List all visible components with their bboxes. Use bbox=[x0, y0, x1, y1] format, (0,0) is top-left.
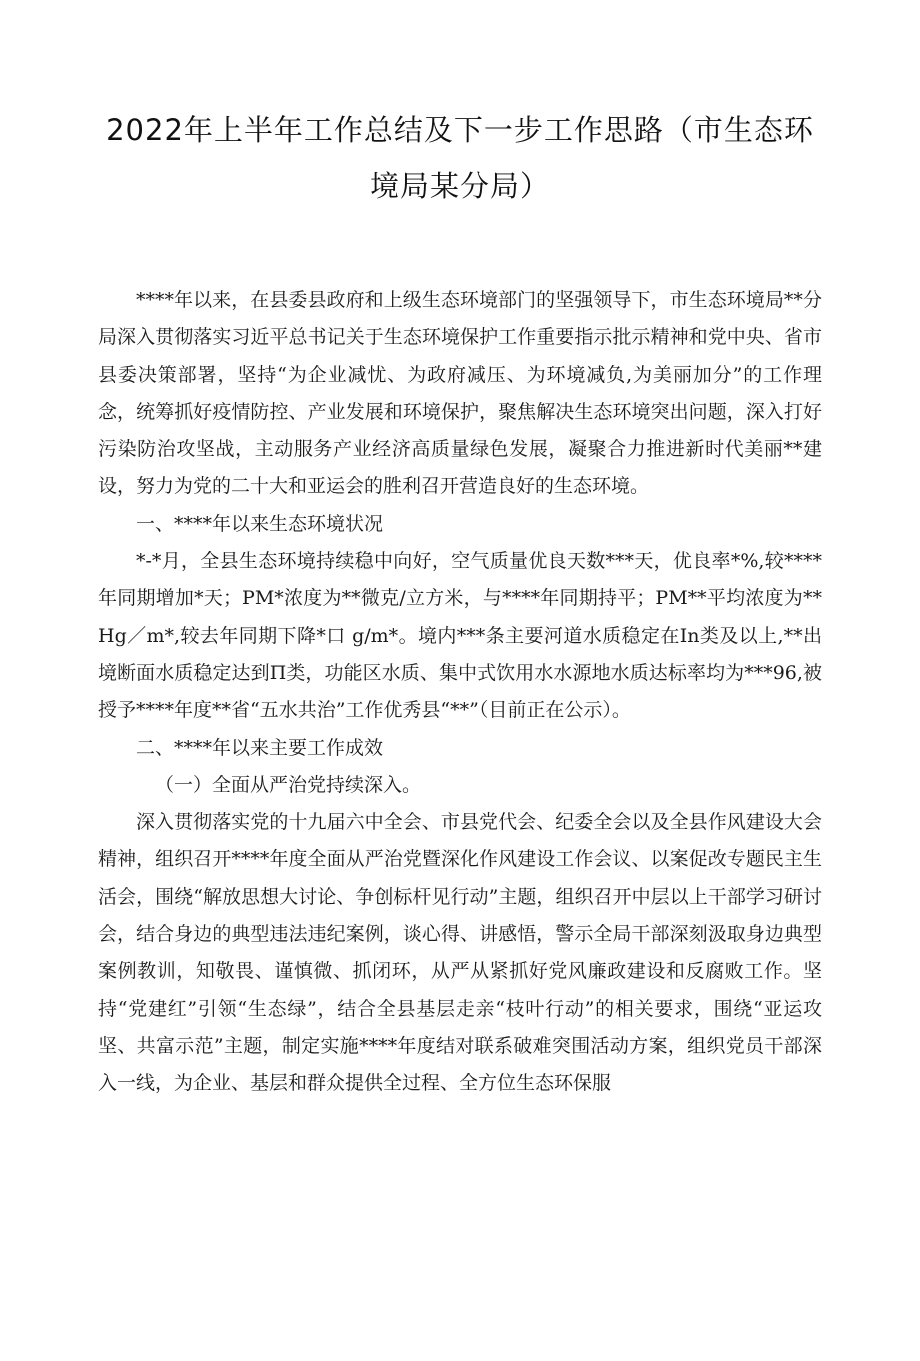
intro-paragraph: ****年以来，在县委县政府和上级生态环境部门的坚强领导下，市生态环境局**分局深入贯彻落实习近平总书记关于生态环境保护工作重要指示批示精神和党中央、省市县委决策部署，坚持“为企业减忧、为政府减压、为环境减负,为美丽加分”的工作理念，统筹抓好疫情防控、产业发展和环境保护，聚焦解决生态环境突出问题，深入打好污染防治攻坚战，主动服务产业经济高质量绿色发展，凝聚合力推进新时代美丽**建设，努力为党的二十大和亚运会的胜利召开营造良好的生态环境。 bbox=[98, 289, 822, 498]
party-building-paragraph: 深入贯彻落实党的十九届六中全会、市县党代会、纪委全会以及全县作风建设大会精神，组织召开****年度全面从严治党暨深化作风建设工作会议、以案促改专题民主生活会，围绕“解放思想大讨论、争创标杆见行动”主题，组织召开中层以上干部学习研讨会，结合身边的典型违法违纪案例，谈心得、讲感悟，警示全局干部深刻汲取身边典型案例教训，知敬畏、谨慎微、抓闭环，从严从紧抓好党风廉政建设和反腐败工作。坚持“党建红”引领“生态绿”，结合全县基层走亲“枝叶行动”的相关要求，围绕“亚运攻坚、共富示范”主题，制定实施****年度结对联系破难突围活动方案，组织党员干部深入一线，为企业、基层和群众提供全过程、全方位生态环保服 bbox=[98, 811, 822, 1095]
title-line-1: 2022年上半年工作总结及下一步工作思路（市生态环 bbox=[106, 113, 814, 147]
subsection-heading-1: （一）全面从严治党持续深入。 bbox=[155, 773, 422, 796]
environment-status-paragraph: *-*月，全县生态环境持续稳中向好，空气质量优良天数***天，优良率*%,较****年同期增加*天；PM*浓度为**微克/立方米，与****年同期持平；PM**平均浓度为**Hg／m*,较去年同期下降*口 g/m*。境内***条主要河道水质稳定在In类及以上,**出境断面水质稳定达到Π类，功能区水质、集中式饮用水水源地水质达标率均为***96,被授予****年度**省“五水共治”工作优秀县“**”（目前正在公示）。 bbox=[98, 550, 822, 722]
section-heading-1: 一、****年以来生态环境状况 bbox=[136, 512, 384, 535]
document-title bbox=[90, 102, 830, 214]
section-heading-2: 二、****年以来主要工作成效 bbox=[136, 736, 384, 759]
document-body bbox=[98, 282, 822, 1103]
title-line-2: 境局某分局） bbox=[369, 169, 550, 203]
